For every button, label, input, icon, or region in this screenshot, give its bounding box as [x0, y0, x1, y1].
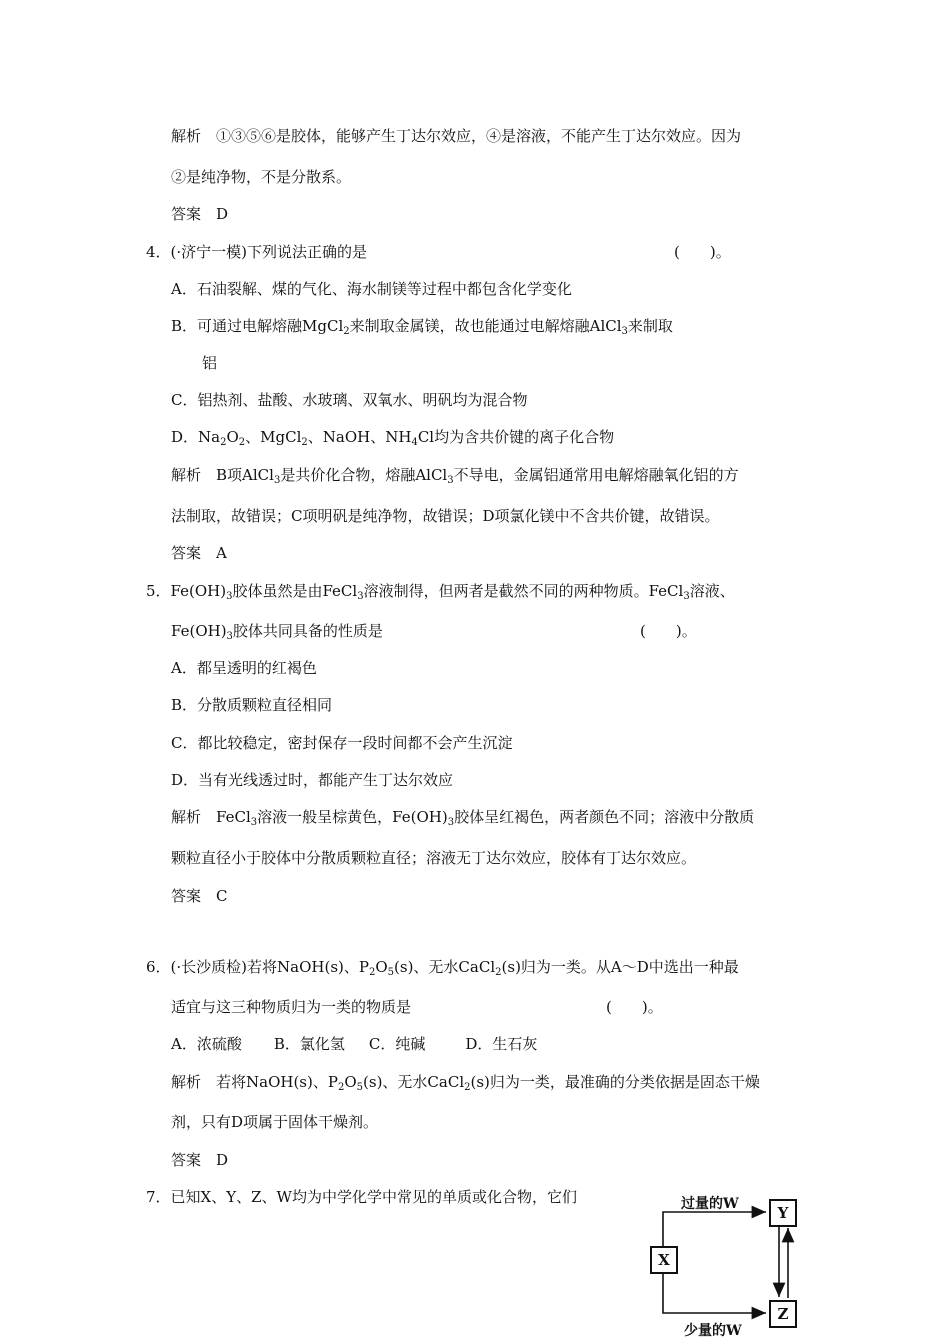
q4-option-a: A．石油裂解、煤的气化、海水制镁等过程中都包含化学变化 [171, 280, 572, 298]
q6-analysis-part: (s)、无水CaCl [363, 1073, 465, 1091]
q6-stem-part: O [375, 958, 388, 976]
q5-analysis-sub: 3 [447, 817, 455, 828]
q4-option-d-sub: 2 [238, 437, 246, 448]
q6-answer-paren: ( )。 [606, 998, 663, 1016]
q5-analysis-line2: 颗粒直径小于胶体中分散质颗粒直径；溶液无丁达尔效应，胶体有丁达尔效应。 [171, 849, 697, 867]
q5-stem-sub: 3 [683, 591, 690, 602]
q5-stem-part: 5．Fe(OH) [146, 582, 227, 600]
q4-option-b-continued: 铝 [202, 354, 218, 372]
arrow-x-to-z [663, 1274, 766, 1313]
q6-analysis-sub: 2 [337, 1082, 345, 1093]
q5-stem-part: 胶体虽然是由FeCl [232, 582, 358, 600]
q6-analysis-part: O [344, 1073, 357, 1091]
q6-stem-part: (s)归为一类。从A～D中选出一种最 [501, 958, 739, 976]
q5-answer: 答案 C [171, 887, 228, 905]
q6-answer: 答案 D [171, 1151, 229, 1169]
q6-stem-sub: 2 [368, 967, 376, 978]
q4-analysis-sub: 3 [273, 475, 281, 486]
q5-analysis-part: 溶液一般呈棕黄色，Fe(OH) [257, 808, 448, 826]
q5-analysis-part: 胶体呈红褐色，两者颜色不同；溶液中分散质 [454, 808, 755, 826]
q6-analysis-sub: 2 [464, 1082, 471, 1093]
q5-analysis-part: 解析 FeCl [171, 808, 251, 826]
q4-option-d-sub: 2 [301, 437, 308, 448]
q5-option-d: D．当有光线透过时，都能产生丁达尔效应 [171, 771, 454, 789]
q4-option-d-part: 、MgCl [245, 428, 302, 446]
q4-analysis-part: 不导电，金属铝通常用电解熔融氧化铝的方 [453, 466, 739, 484]
q4-answer-paren: ( )。 [674, 243, 731, 261]
q5-option-a: A．都呈透明的红褐色 [171, 659, 317, 677]
q5-stem-sub: 3 [226, 591, 233, 602]
q5-stem-part: 溶液制得，但两者是截然不同的两种物质。FeCl [363, 582, 684, 600]
q6-option-d: D．生石灰 [465, 1035, 538, 1053]
q6-option-b: B．氯化氢 [273, 1035, 345, 1053]
q4-answer: 答案 A [171, 544, 227, 562]
q4-stem: 4．(·济宁一模)下列说法正确的是 [146, 243, 368, 261]
q4-option-b-part2: 来制取金属镁，故也能通过电解熔融AlCl [349, 317, 622, 335]
q6-analysis-part: 解析 若将NaOH(s)、P [171, 1073, 338, 1091]
q4-analysis-line2: 法制取，故错误；C项明矾是纯净物，故错误；D项氯化镁中不含共价键，故错误。 [171, 507, 720, 525]
q4-option-d-part: 、NaOH、NH [307, 428, 412, 446]
q4-analysis-part: 解析 B项AlCl [171, 466, 274, 484]
q4-option-b-part1: B．可通过电解熔融MgCl [171, 317, 344, 335]
q4-option-c: C．铝热剂、盐酸、水玻璃、双氧水、明矾均为混合物 [171, 391, 528, 409]
q4-analysis-sub: 3 [447, 475, 454, 486]
q6-stem-line2: 适宜与这三种物质归为一类的物质是 [171, 998, 412, 1016]
q6-analysis-sub: 5 [356, 1082, 364, 1093]
q5-stem-part: 溶液、 [689, 582, 735, 600]
q4-option-d-part: Cl均为含共价键的离子化合物 [417, 428, 615, 446]
q3-analysis-line2: ②是纯净物，不是分散系。 [171, 168, 352, 186]
diagram-node-y: Y [769, 1199, 797, 1227]
arrow-x-to-y [663, 1212, 766, 1246]
q5-stem-sub: 3 [226, 631, 233, 642]
q4-option-b-sub1: 2 [343, 326, 350, 337]
q5-stem-part: 胶体共同具备的性质是 [232, 622, 383, 640]
q6-option-c: C．纯碱 [368, 1035, 426, 1053]
q3-analysis-line1: 解析 ①③⑤⑥是胶体，能够产生丁达尔效应，④是溶液，不能产生丁达尔效应。因为 [171, 127, 742, 145]
q7-stem: 7．已知X、Y、Z、W均为中学化学中常见的单质或化合物，它们 [146, 1188, 577, 1206]
diagram-node-z: Z [769, 1300, 797, 1328]
q3-answer: 答案 D [171, 205, 229, 223]
q6-analysis-part: (s)归为一类，最准确的分类依据是固态干燥 [470, 1073, 760, 1091]
diagram-label-little-w: 少量的W [684, 1323, 742, 1339]
q5-option-b: B．分散质颗粒直径相同 [171, 696, 333, 714]
q6-stem-sub: 5 [387, 967, 395, 978]
q4-option-d-sub: 2 [220, 437, 227, 448]
diagram-node-x: X [650, 1246, 678, 1274]
q4-option-b-sub2: 3 [621, 326, 628, 337]
q5-stem-part: Fe(OH) [171, 622, 227, 640]
q4-analysis-part: 是共价化合物，熔融AlCl [280, 466, 448, 484]
q6-stem-sub: 2 [495, 967, 502, 978]
q6-analysis-line2: 剂，只有D项属于固体干燥剂。 [171, 1113, 379, 1131]
q5-option-c: C．都比较稳定，密封保存一段时间都不会产生沉淀 [171, 734, 513, 752]
q4-option-b-part3: 来制取 [627, 317, 673, 335]
q5-analysis-sub: 3 [250, 817, 258, 828]
q4-option-d-sub: 4 [411, 437, 418, 448]
q4-option-d-part: O [226, 428, 239, 446]
q6-option-a: A．浓硫酸 [171, 1035, 242, 1053]
q6-stem-part: 6．(·长沙质检)若将NaOH(s)、P [146, 958, 369, 976]
q5-answer-paren: ( )。 [640, 622, 697, 640]
q5-stem-sub: 3 [357, 591, 364, 602]
q4-option-d-part: D．Na [171, 428, 221, 446]
q6-stem-part: (s)、无水CaCl [394, 958, 496, 976]
diagram-label-excess-w: 过量的W [681, 1196, 739, 1212]
